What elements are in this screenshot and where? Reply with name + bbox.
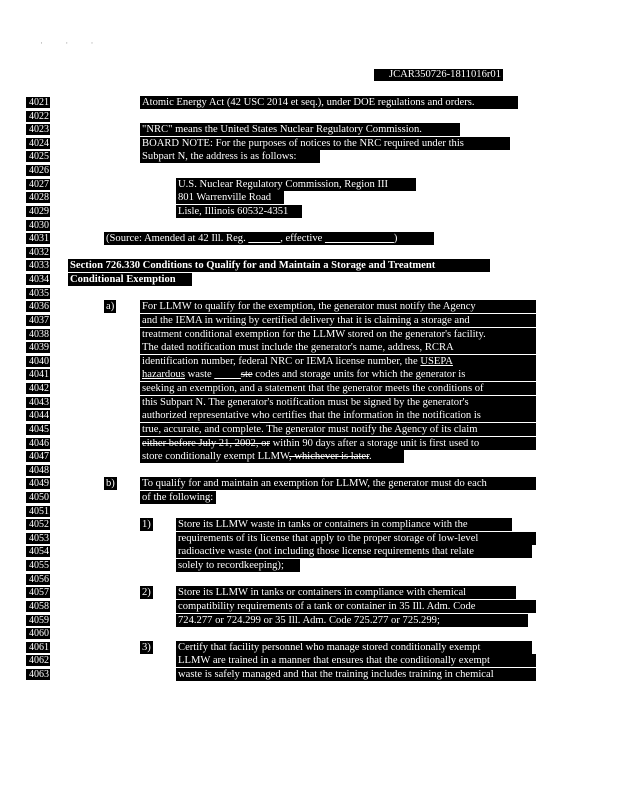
line-text: solely to recordkeeping); bbox=[176, 559, 300, 572]
line-number: 4037 bbox=[26, 315, 50, 326]
document-line bbox=[0, 464, 618, 477]
line-text: BOARD NOTE: For the purposes of notices to the NRC required under this bbox=[140, 137, 510, 150]
line-text: For LLMW to qualify for the exemption, the generator must notify the Agency bbox=[140, 300, 536, 313]
document-line bbox=[0, 614, 618, 627]
line-number: 4031 bbox=[26, 233, 50, 244]
line-number: 4021 bbox=[26, 97, 50, 108]
line-text: Certify that facility personnel who manage stored conditionally exempt bbox=[176, 641, 532, 654]
line-text: compatibility requirements of a tank or container in 35 Ill. Adm. Code bbox=[176, 600, 536, 613]
document-line bbox=[0, 491, 618, 504]
document-line bbox=[0, 477, 618, 490]
document-line bbox=[0, 219, 618, 232]
section-heading-text: Section 726.330 Conditions to Qualify for and Maintain a Storage and Treatment bbox=[68, 259, 490, 272]
line-number: 4059 bbox=[26, 615, 50, 626]
document-line bbox=[0, 300, 618, 313]
line-text: hazardous waste _____ste codes and storage units for which the generator is bbox=[140, 368, 536, 381]
line-text: of the following: bbox=[140, 491, 216, 504]
subsection-label: 3) bbox=[142, 641, 151, 653]
line-number: 4034 bbox=[26, 274, 50, 285]
line-text: 724.277 or 724.299 or 35 Ill. Adm. Code 725.277 or 725.299; bbox=[176, 614, 528, 627]
line-number: 4024 bbox=[26, 138, 50, 149]
line-number: 4050 bbox=[26, 492, 50, 503]
document-line bbox=[0, 532, 618, 545]
line-number: 4025 bbox=[26, 151, 50, 162]
subsection-label: 1) bbox=[142, 519, 151, 531]
document-line bbox=[0, 137, 618, 150]
document-line bbox=[0, 287, 618, 300]
document-line bbox=[0, 178, 618, 191]
line-number: 4035 bbox=[26, 288, 50, 299]
line-number: 4044 bbox=[26, 410, 50, 421]
line-number: 4045 bbox=[26, 424, 50, 435]
line-text: The dated notification must include the generator's name, address, RCRA bbox=[140, 341, 536, 354]
line-text: store conditionally exempt LLMW, whichever is later. bbox=[140, 450, 404, 463]
subsection-label: 2) bbox=[142, 587, 151, 599]
document-line bbox=[0, 545, 618, 558]
line-number: 4030 bbox=[26, 220, 50, 231]
document-line bbox=[0, 382, 618, 395]
line-number: 4049 bbox=[26, 478, 50, 489]
document-line bbox=[0, 259, 618, 272]
line-number: 4032 bbox=[26, 247, 50, 258]
subsection-label: b) bbox=[106, 478, 115, 490]
line-number: 4052 bbox=[26, 519, 50, 530]
document-line bbox=[0, 232, 618, 245]
line-text: (Source: Amended at 42 Ill. Reg. ______, effective _____________) bbox=[104, 232, 434, 245]
document-line bbox=[0, 191, 618, 204]
line-text: LLMW are trained in a manner that ensures that the conditionally exempt bbox=[176, 654, 536, 667]
line-text: true, accurate, and complete. The generator must notify the Agency of its claim bbox=[140, 423, 536, 436]
document-line bbox=[0, 368, 618, 381]
line-number: 4038 bbox=[26, 329, 50, 340]
line-number: 4029 bbox=[26, 206, 50, 217]
document-line bbox=[0, 328, 618, 341]
line-number: 4063 bbox=[26, 669, 50, 680]
line-number: 4036 bbox=[26, 301, 50, 312]
document-line bbox=[0, 586, 618, 599]
document-line bbox=[0, 396, 618, 409]
document-line bbox=[0, 423, 618, 436]
line-number: 4033 bbox=[26, 260, 50, 271]
line-number: 4026 bbox=[26, 165, 50, 176]
document-line bbox=[0, 96, 618, 109]
line-number: 4042 bbox=[26, 383, 50, 394]
line-number: 4043 bbox=[26, 397, 50, 408]
line-number: 4028 bbox=[26, 192, 50, 203]
line-number: 4047 bbox=[26, 451, 50, 462]
line-text: "NRC" means the United States Nuclear Regulatory Commission. bbox=[140, 123, 460, 136]
line-text: Atomic Energy Act (42 USC 2014 et seq.), under DOE regulations and orders. bbox=[140, 96, 518, 109]
line-number: 4027 bbox=[26, 179, 50, 190]
line-number: 4040 bbox=[26, 356, 50, 367]
line-number: 4053 bbox=[26, 533, 50, 544]
line-text: U.S. Nuclear Regulatory Commission, Region III bbox=[176, 178, 416, 191]
document-line bbox=[0, 600, 618, 613]
document-line bbox=[0, 641, 618, 654]
line-text: Lisle, Illinois 60532-4351 bbox=[176, 205, 302, 218]
line-number: 4055 bbox=[26, 560, 50, 571]
line-number: 4061 bbox=[26, 642, 50, 653]
line-number: 4058 bbox=[26, 601, 50, 612]
line-number: 4054 bbox=[26, 546, 50, 557]
line-number: 4057 bbox=[26, 587, 50, 598]
document-line bbox=[0, 505, 618, 518]
document-line bbox=[0, 150, 618, 163]
document-line bbox=[0, 627, 618, 640]
document-line bbox=[0, 110, 618, 123]
line-number: 4056 bbox=[26, 574, 50, 585]
document-line bbox=[0, 573, 618, 586]
line-text: waste is safely managed and that the training includes training in chemical bbox=[176, 668, 536, 681]
line-text: Subpart N, the address is as follows: bbox=[140, 150, 320, 163]
line-text: either before July 21, 2002, or within 90 days after a storage unit is first used to bbox=[140, 437, 536, 450]
document-line bbox=[0, 164, 618, 177]
line-text: Store its LLMW in tanks or containers in compliance with chemical bbox=[176, 586, 516, 599]
line-text: identification number, federal NRC or IEMA license number, the USEPA bbox=[140, 355, 536, 368]
line-number: 4023 bbox=[26, 124, 50, 135]
line-text: this Subpart N. The generator's notification must be signed by the generator's bbox=[140, 396, 536, 409]
line-text: seeking an exemption, and a statement that the generator meets the conditions of bbox=[140, 382, 536, 395]
subsection-label: a) bbox=[106, 301, 115, 313]
line-text: To qualify for and maintain an exemption for LLMW, the generator must do each bbox=[140, 477, 536, 490]
line-number: 4046 bbox=[26, 438, 50, 449]
line-number: 4062 bbox=[26, 655, 50, 666]
line-text: 801 Warrenville Road bbox=[176, 191, 284, 204]
line-number: 4060 bbox=[26, 628, 50, 639]
line-text: and the IEMA in writing by certified delivery that it is claiming a storage and bbox=[140, 314, 536, 327]
line-text: requirements of its license that apply to the proper storage of low-level bbox=[176, 532, 536, 545]
line-text: Store its LLMW waste in tanks or containers in compliance with the bbox=[176, 518, 512, 531]
line-number: 4051 bbox=[26, 506, 50, 517]
section-heading-text: Conditional Exemption bbox=[68, 273, 192, 286]
line-number: 4022 bbox=[26, 111, 50, 122]
document-line bbox=[0, 246, 618, 259]
document-line bbox=[0, 355, 618, 368]
document-line bbox=[0, 450, 618, 463]
document-line bbox=[0, 314, 618, 327]
document-line bbox=[0, 205, 618, 218]
line-number: 4048 bbox=[26, 465, 50, 476]
scan-specks: · · · bbox=[40, 38, 104, 48]
document-line bbox=[0, 654, 618, 667]
line-text: treatment conditional exemption for the LLMW stored on the generator's facility. bbox=[140, 328, 536, 341]
document-line bbox=[0, 341, 618, 354]
document-line bbox=[0, 437, 618, 450]
document-line bbox=[0, 518, 618, 531]
document-id: JCAR350726-1811016r01 bbox=[374, 69, 503, 81]
document-line bbox=[0, 123, 618, 136]
line-number: 4041 bbox=[26, 369, 50, 380]
document-line bbox=[0, 668, 618, 681]
line-text: authorized representative who certifies that the information in the notification is bbox=[140, 409, 536, 422]
line-number: 4039 bbox=[26, 342, 50, 353]
document-line bbox=[0, 409, 618, 422]
line-text: radioactive waste (not including those license requirements that relate bbox=[176, 545, 532, 558]
document-line bbox=[0, 559, 618, 572]
document-line bbox=[0, 273, 618, 286]
